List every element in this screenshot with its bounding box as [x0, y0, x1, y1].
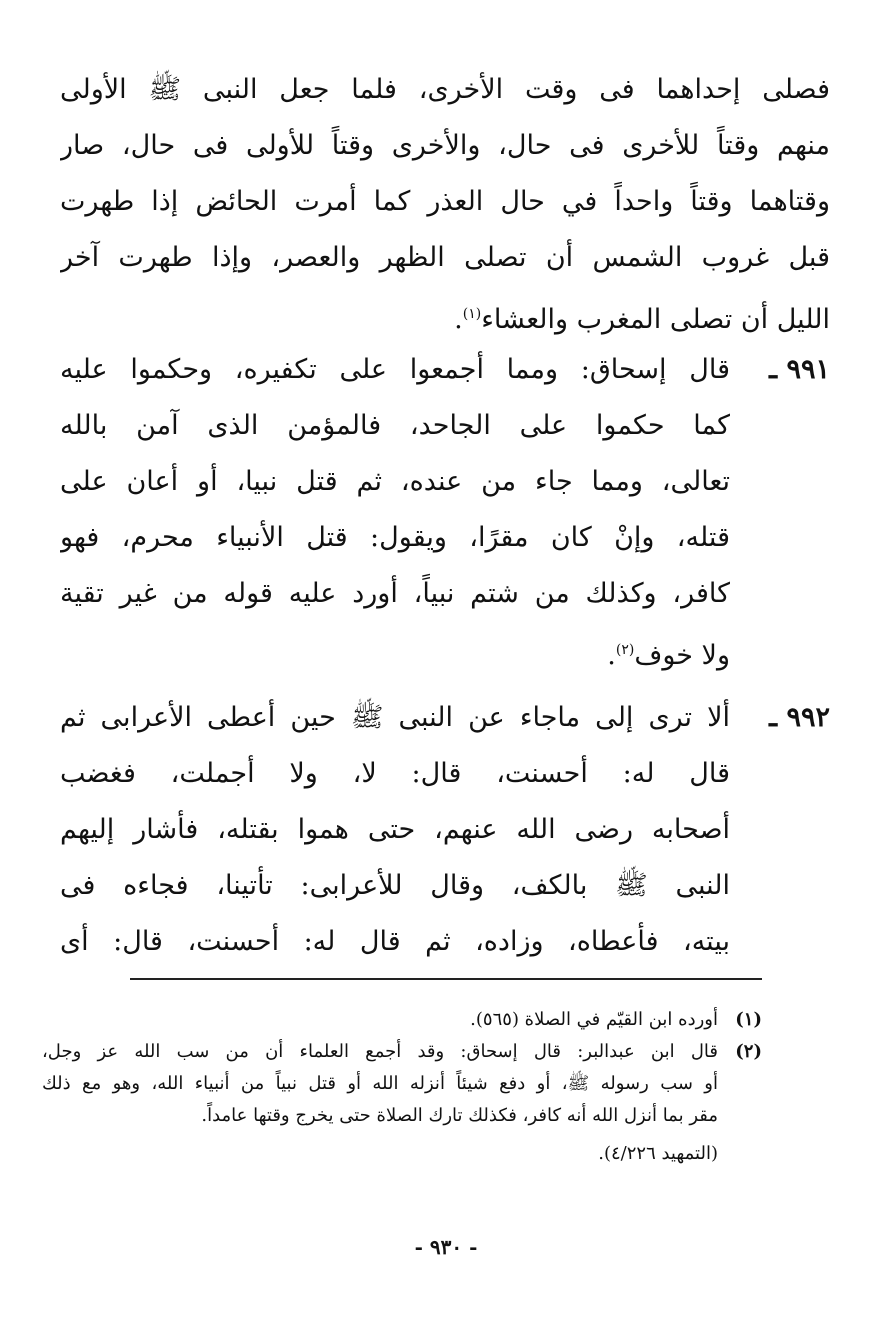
text-line: قتله، وإنْ كان مقرًا، ويقول: قتل الأنبياء محرم، فهو	[60, 522, 730, 553]
footnote-number: (٢)	[735, 1041, 762, 1062]
intro-paragraph	[60, 62, 830, 342]
footnote-reference[interactable]: (١)	[462, 306, 482, 322]
page-number: - ٩٣٠ -	[414, 1235, 478, 1259]
end-punctuation: .	[607, 640, 616, 671]
end-punctuation: .	[454, 304, 463, 335]
text-line: فصلى إحداهما فى وقت الأخرى، فلما جعل النبى ﷺ الأولى	[60, 74, 830, 105]
footnote-source: (التمهيد ٤/٢٢٦).	[598, 1143, 718, 1164]
paragraph-991	[60, 342, 830, 678]
footnote-divider	[130, 978, 762, 980]
footnote-line: قال ابن عبدالبر: قال إسحاق: وقد أجمع العلماء أن من سب الله عز وجل،	[42, 1041, 718, 1062]
text-line: تعالى، ومما جاء من عنده، ثم قتل نبيا، أو أعان على	[60, 466, 730, 497]
footnote-number: (١)	[735, 1009, 762, 1030]
text-line: كما حكموا على الجاحد، فالمؤمن الذى آمن بالله	[60, 410, 730, 441]
main-text	[60, 62, 830, 970]
text-line: النبى ﷺ بالكف، وقال للأعرابى: تأتينا، فجاءه فى	[60, 870, 730, 901]
text-fragment: ولا خوف	[634, 640, 730, 671]
text-line: منهم وقتاً للأخرى فى حال، والأخرى وقتاً للأولى فى حال، صار	[60, 130, 830, 161]
text-line: قال له: أحسنت، قال: لا، ولا أجملت، فغضب	[60, 758, 730, 789]
text-line: وقتاهما وقتاً واحداً في حال العذر كما أمرت الحائض إذا طهرت	[60, 186, 830, 217]
text-line: بيته، فأعطاه، وزاده، ثم قال له: أحسنت، قال: أى	[60, 926, 730, 957]
footnotes-section	[42, 1004, 762, 1170]
text-fragment: الليل أن تصلى المغرب والعشاء	[481, 304, 830, 335]
footnote-line: مقر بما أنزل الله أنه كافر، فكذلك تارك الصلاة حتى يخرج وقتها عامداً.	[201, 1105, 718, 1126]
text-line: أصحابه رضى الله عنهم، حتى هموا بقتله، فأشار إليهم	[60, 814, 730, 845]
footnote-2	[42, 1036, 762, 1170]
text-line	[60, 622, 730, 678]
text-line: كافر، وكذلك من شتم نبياً، أورد عليه قوله من غير تقية	[60, 578, 730, 609]
text-line: قال إسحاق: ومما أجمعوا على تكفيره، وحكموا عليه	[60, 354, 730, 385]
footnote-reference[interactable]: (٢)	[615, 642, 635, 658]
footnote-line: أو سب رسوله ﷺ، أو دفع شيئاً أنزله الله أو قتل نبياً من أنبياء الله، وهو مع ذلك	[42, 1073, 718, 1094]
footnote-1	[42, 1004, 762, 1036]
text-line: ألا ترى إلى ماجاء عن النبى ﷺ حين أعطى الأعرابى ثم	[60, 702, 730, 733]
text-line	[60, 286, 830, 342]
paragraph-992	[60, 690, 830, 970]
text-line: قبل غروب الشمس أن تصلى الظهر والعصر، وإذا طهرت آخر	[60, 242, 830, 273]
footnote-line: أورده ابن القيّم في الصلاة (٥٦٥).	[470, 1009, 718, 1030]
paragraph-number: ٩٩٢ ـ	[769, 702, 830, 733]
paragraph-number: ٩٩١ ـ	[769, 354, 830, 385]
